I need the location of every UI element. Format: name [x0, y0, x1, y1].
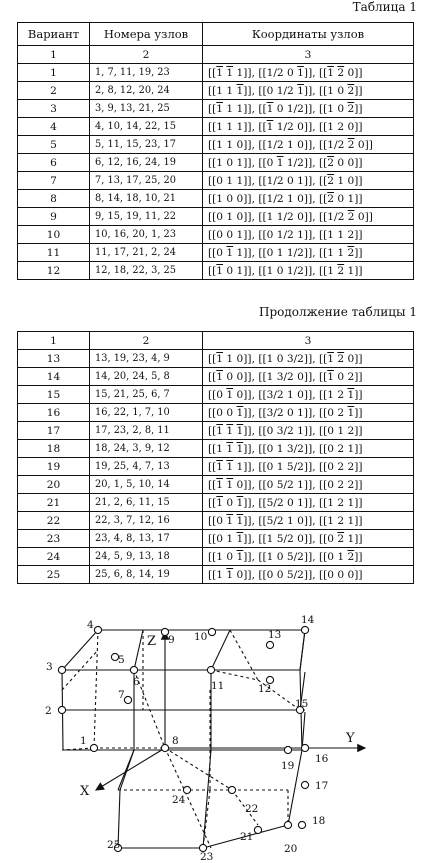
variant-cell: 12: [18, 262, 90, 280]
table-row: [18, 82, 414, 100]
node-label: 20: [284, 843, 298, 855]
node-label: 17: [315, 780, 329, 792]
node-label: 6: [133, 676, 140, 688]
variant-cell: 18: [18, 440, 90, 458]
table-row: [18, 118, 414, 136]
node-numbers-cell: 20, 1, 5, 10, 14: [90, 476, 203, 494]
node-numbers-cell: 16, 22, 1, 7, 10: [90, 404, 203, 422]
variant-cell: 19: [18, 458, 90, 476]
node-label: 14: [301, 614, 315, 626]
x-axis: [96, 748, 165, 790]
node-coords-cell: [[1 1 1]], [[1 0 1/2]], [[1 0 2]]: [203, 100, 414, 118]
node-coords-cell: [[0 1 1]], [[5/2 1 0]], [[1 2 1]]: [203, 512, 414, 530]
index-cell: 2: [90, 332, 203, 350]
variant-cell: 8: [18, 190, 90, 208]
node-numbers-cell: 2, 8, 12, 20, 24: [90, 82, 203, 100]
index-cell: 3: [203, 332, 414, 350]
table-row: [18, 64, 414, 82]
edge: [211, 630, 230, 670]
node-coords-cell: [[1 1 1]], [[0 1/2 1]], [[1 0 2]]: [203, 82, 414, 100]
variant-cell: 25: [18, 566, 90, 584]
table-row: [18, 244, 414, 262]
hidden-edge: [165, 748, 232, 790]
index-cell: 3: [203, 46, 414, 64]
variant-cell: 23: [18, 530, 90, 548]
node-coords-cell: [[1 1 0]], [[1/2 1 0]], [[1/2 2 0]]: [203, 136, 414, 154]
y-axis-arrowhead: [358, 745, 365, 752]
node-label: 23: [200, 851, 214, 863]
node-numbers-cell: 12, 18, 22, 3, 25: [90, 262, 203, 280]
table-row: [18, 458, 414, 476]
edge: [134, 630, 143, 670]
node-label: 21: [240, 831, 254, 843]
node-numbers-cell: 15, 21, 25, 6, 7: [90, 386, 203, 404]
x-axis-arrowhead: [96, 783, 104, 790]
lattice-node: [90, 744, 97, 751]
table1-caption: Таблица 1: [352, 0, 417, 14]
node-numbers-cell: 7, 13, 17, 25, 20: [90, 172, 203, 190]
y-axis-label: Y: [346, 731, 355, 746]
node-label: 24: [172, 794, 186, 806]
variant-cell: 4: [18, 118, 90, 136]
node-label: 15: [295, 698, 309, 710]
lattice-node: [208, 628, 215, 635]
node-coords-cell: [[1 1 0]], [[1 0 3/2]], [[1 2 0]]: [203, 350, 414, 368]
node-numbers-cell: 23, 4, 8, 13, 17: [90, 530, 203, 548]
lattice-node: [284, 821, 291, 828]
table-row: [18, 494, 414, 512]
variant-cell: 1: [18, 64, 90, 82]
edge: [118, 750, 134, 790]
node-numbers-cell: 5, 11, 15, 23, 17: [90, 136, 203, 154]
node-coords-cell: [[1 1 0]], [[0 0 5/2]], [[0 0 0]]: [203, 566, 414, 584]
node-numbers-cell: 18, 24, 3, 9, 12: [90, 440, 203, 458]
table2-caption: Продолжение таблицы 1: [258, 305, 417, 319]
lattice-figure: [0, 600, 421, 863]
node-numbers-cell: 1, 7, 11, 19, 23: [90, 64, 203, 82]
node-coords-cell: [[0 0 1]], [[3/2 0 1]], [[0 2 1]]: [203, 404, 414, 422]
node-coords-cell: [[1 1 1]], [[1 1/2 0]], [[1 2 0]]: [203, 118, 414, 136]
node-coords-cell: [[1 1 0]], [[0 5/2 1]], [[0 2 2]]: [203, 476, 414, 494]
table-row: [18, 548, 414, 566]
table-row: [18, 190, 414, 208]
variant-cell: 3: [18, 100, 90, 118]
node-coords-cell: [[0 1 0]], [[1 1/2 0]], [[1/2 2 0]]: [203, 208, 414, 226]
index-cell: 1: [18, 46, 90, 64]
node-label: 18: [312, 815, 326, 827]
node-label: 13: [268, 629, 282, 641]
node-coords-cell: [[0 1 1]], [[0 1 1/2]], [[1 1 2]]: [203, 244, 414, 262]
x-axis-label: X: [80, 784, 90, 799]
table2: [17, 331, 414, 584]
lattice-node: [301, 781, 308, 788]
variant-cell: 13: [18, 350, 90, 368]
node-coords-cell: [[1 1 1]], [[1/2 0 1]], [[1 2 0]]: [203, 64, 414, 82]
node-label: 10: [194, 631, 208, 643]
node-label: 11: [211, 680, 225, 692]
node-coords-cell: [[1 0 0]], [[1/2 1 0]], [[2 0 1]]: [203, 190, 414, 208]
variant-cell: 6: [18, 154, 90, 172]
table-row: [18, 100, 414, 118]
lattice-node: [58, 666, 65, 673]
node-coords-cell: [[1 1 1]], [[0 3/2 1]], [[0 1 2]]: [203, 422, 414, 440]
node-label: 9: [168, 634, 175, 646]
node-numbers-cell: 4, 10, 14, 22, 15: [90, 118, 203, 136]
node-numbers-cell: 13, 19, 23, 4, 9: [90, 350, 203, 368]
table-row: [18, 566, 414, 584]
table-row: [18, 172, 414, 190]
node-label: 25: [107, 839, 121, 851]
lattice-node: [301, 744, 308, 751]
node-numbers-cell: 25, 6, 8, 14, 19: [90, 566, 203, 584]
node-numbers-cell: 6, 12, 16, 24, 19: [90, 154, 203, 172]
header-variant: Вариант: [18, 23, 90, 46]
node-numbers-cell: 10, 16, 20, 1, 23: [90, 226, 203, 244]
node-numbers-cell: 21, 2, 6, 11, 15: [90, 494, 203, 512]
lattice-node: [254, 826, 261, 833]
z-axis-label: Z: [147, 634, 157, 649]
variant-cell: 14: [18, 368, 90, 386]
node-coords-cell: [[1 1 1]], [[0 1 5/2]], [[0 2 2]]: [203, 458, 414, 476]
variant-cell: 11: [18, 244, 90, 262]
index-cell: 1: [18, 332, 90, 350]
lattice-node: [58, 706, 65, 713]
lattice-node: [124, 696, 131, 703]
table-row: [18, 476, 414, 494]
table-row: [18, 350, 414, 368]
header-node-numbers: Номера узлов: [90, 23, 203, 46]
hidden-edge: [230, 630, 258, 680]
node-label: 12: [258, 683, 272, 695]
variant-cell: 15: [18, 386, 90, 404]
node-numbers-cell: 19, 25, 4, 7, 13: [90, 458, 203, 476]
table-row: [18, 154, 414, 172]
table-row: [18, 404, 414, 422]
node-label: 22: [245, 803, 259, 815]
node-coords-cell: [[1 0 1]], [[0 1 1/2]], [[2 0 0]]: [203, 154, 414, 172]
node-coords-cell: [[0 0 1]], [[0 1/2 1]], [[1 1 2]]: [203, 226, 414, 244]
node-numbers-cell: 14, 20, 24, 5, 8: [90, 368, 203, 386]
variant-cell: 22: [18, 512, 90, 530]
node-label: 3: [46, 661, 53, 673]
node-numbers-cell: 22, 3, 7, 12, 16: [90, 512, 203, 530]
node-numbers-cell: 11, 17, 21, 2, 24: [90, 244, 203, 262]
node-numbers-cell: 24, 5, 9, 13, 18: [90, 548, 203, 566]
edge: [300, 630, 305, 670]
variant-cell: 10: [18, 226, 90, 244]
lattice-node: [130, 666, 137, 673]
table-row: [18, 512, 414, 530]
variant-cell: 2: [18, 82, 90, 100]
lattice-node: [301, 626, 308, 633]
variant-cell: 20: [18, 476, 90, 494]
table-row: [18, 422, 414, 440]
header-node-coords: Координаты узлов: [203, 23, 414, 46]
node-label: 1: [80, 735, 87, 747]
node-coords-cell: [[1 1 1]], [[0 1 3/2]], [[0 2 1]]: [203, 440, 414, 458]
table2-index-row: [18, 332, 414, 350]
hidden-edge: [211, 670, 258, 680]
node-label: 7: [118, 689, 125, 701]
node-label: 16: [315, 753, 329, 765]
lattice-node: [228, 786, 235, 793]
node-numbers-cell: 3, 9, 13, 21, 25: [90, 100, 203, 118]
table-row: [18, 530, 414, 548]
node-label: 2: [45, 705, 52, 717]
lattice-node: [266, 641, 273, 648]
node-coords-cell: [[0 1 1]], [[1 5/2 0]], [[0 2 1]]: [203, 530, 414, 548]
table-row: [18, 368, 414, 386]
variant-cell: 17: [18, 422, 90, 440]
lattice-node: [183, 786, 190, 793]
table-row: [18, 226, 414, 244]
lattice-node: [94, 626, 101, 633]
table-row: [18, 136, 414, 154]
lattice-node: [207, 666, 214, 673]
node-coords-cell: [[0 1 1]], [[1/2 0 1]], [[2 1 0]]: [203, 172, 414, 190]
hidden-edge: [94, 630, 98, 748]
node-coords-cell: [[1 0 1]], [[1 0 5/2]], [[0 1 2]]: [203, 548, 414, 566]
table-row: [18, 262, 414, 280]
variant-cell: 16: [18, 404, 90, 422]
node-coords-cell: [[0 1 0]], [[3/2 1 0]], [[1 2 1]]: [203, 386, 414, 404]
table1-header-row: [18, 23, 414, 46]
table-row: [18, 440, 414, 458]
node-coords-cell: [[1 0 1]], [[5/2 0 1]], [[1 2 1]]: [203, 494, 414, 512]
variant-cell: 7: [18, 172, 90, 190]
variant-cell: 9: [18, 208, 90, 226]
node-numbers-cell: 17, 23, 2, 8, 11: [90, 422, 203, 440]
node-label: 19: [281, 760, 295, 772]
node-coords-cell: [[1 0 0]], [[1 3/2 0]], [[1 0 2]]: [203, 368, 414, 386]
table1-index-row: [18, 46, 414, 64]
variant-cell: 24: [18, 548, 90, 566]
edge: [62, 630, 98, 670]
node-label: 8: [172, 735, 179, 747]
variant-cell: 5: [18, 136, 90, 154]
node-numbers-cell: 9, 15, 19, 11, 22: [90, 208, 203, 226]
index-cell: 2: [90, 46, 203, 64]
table-row: [18, 386, 414, 404]
node-label: 5: [118, 654, 125, 666]
lattice-node: [298, 821, 305, 828]
variant-cell: 21: [18, 494, 90, 512]
lattice-node: [284, 746, 291, 753]
node-label: 4: [87, 619, 94, 631]
lattice-node: [161, 744, 168, 751]
node-numbers-cell: 8, 14, 18, 10, 21: [90, 190, 203, 208]
table1: [17, 22, 414, 280]
node-coords-cell: [[1 0 1]], [[1 0 1/2]], [[1 2 1]]: [203, 262, 414, 280]
table-row: [18, 208, 414, 226]
